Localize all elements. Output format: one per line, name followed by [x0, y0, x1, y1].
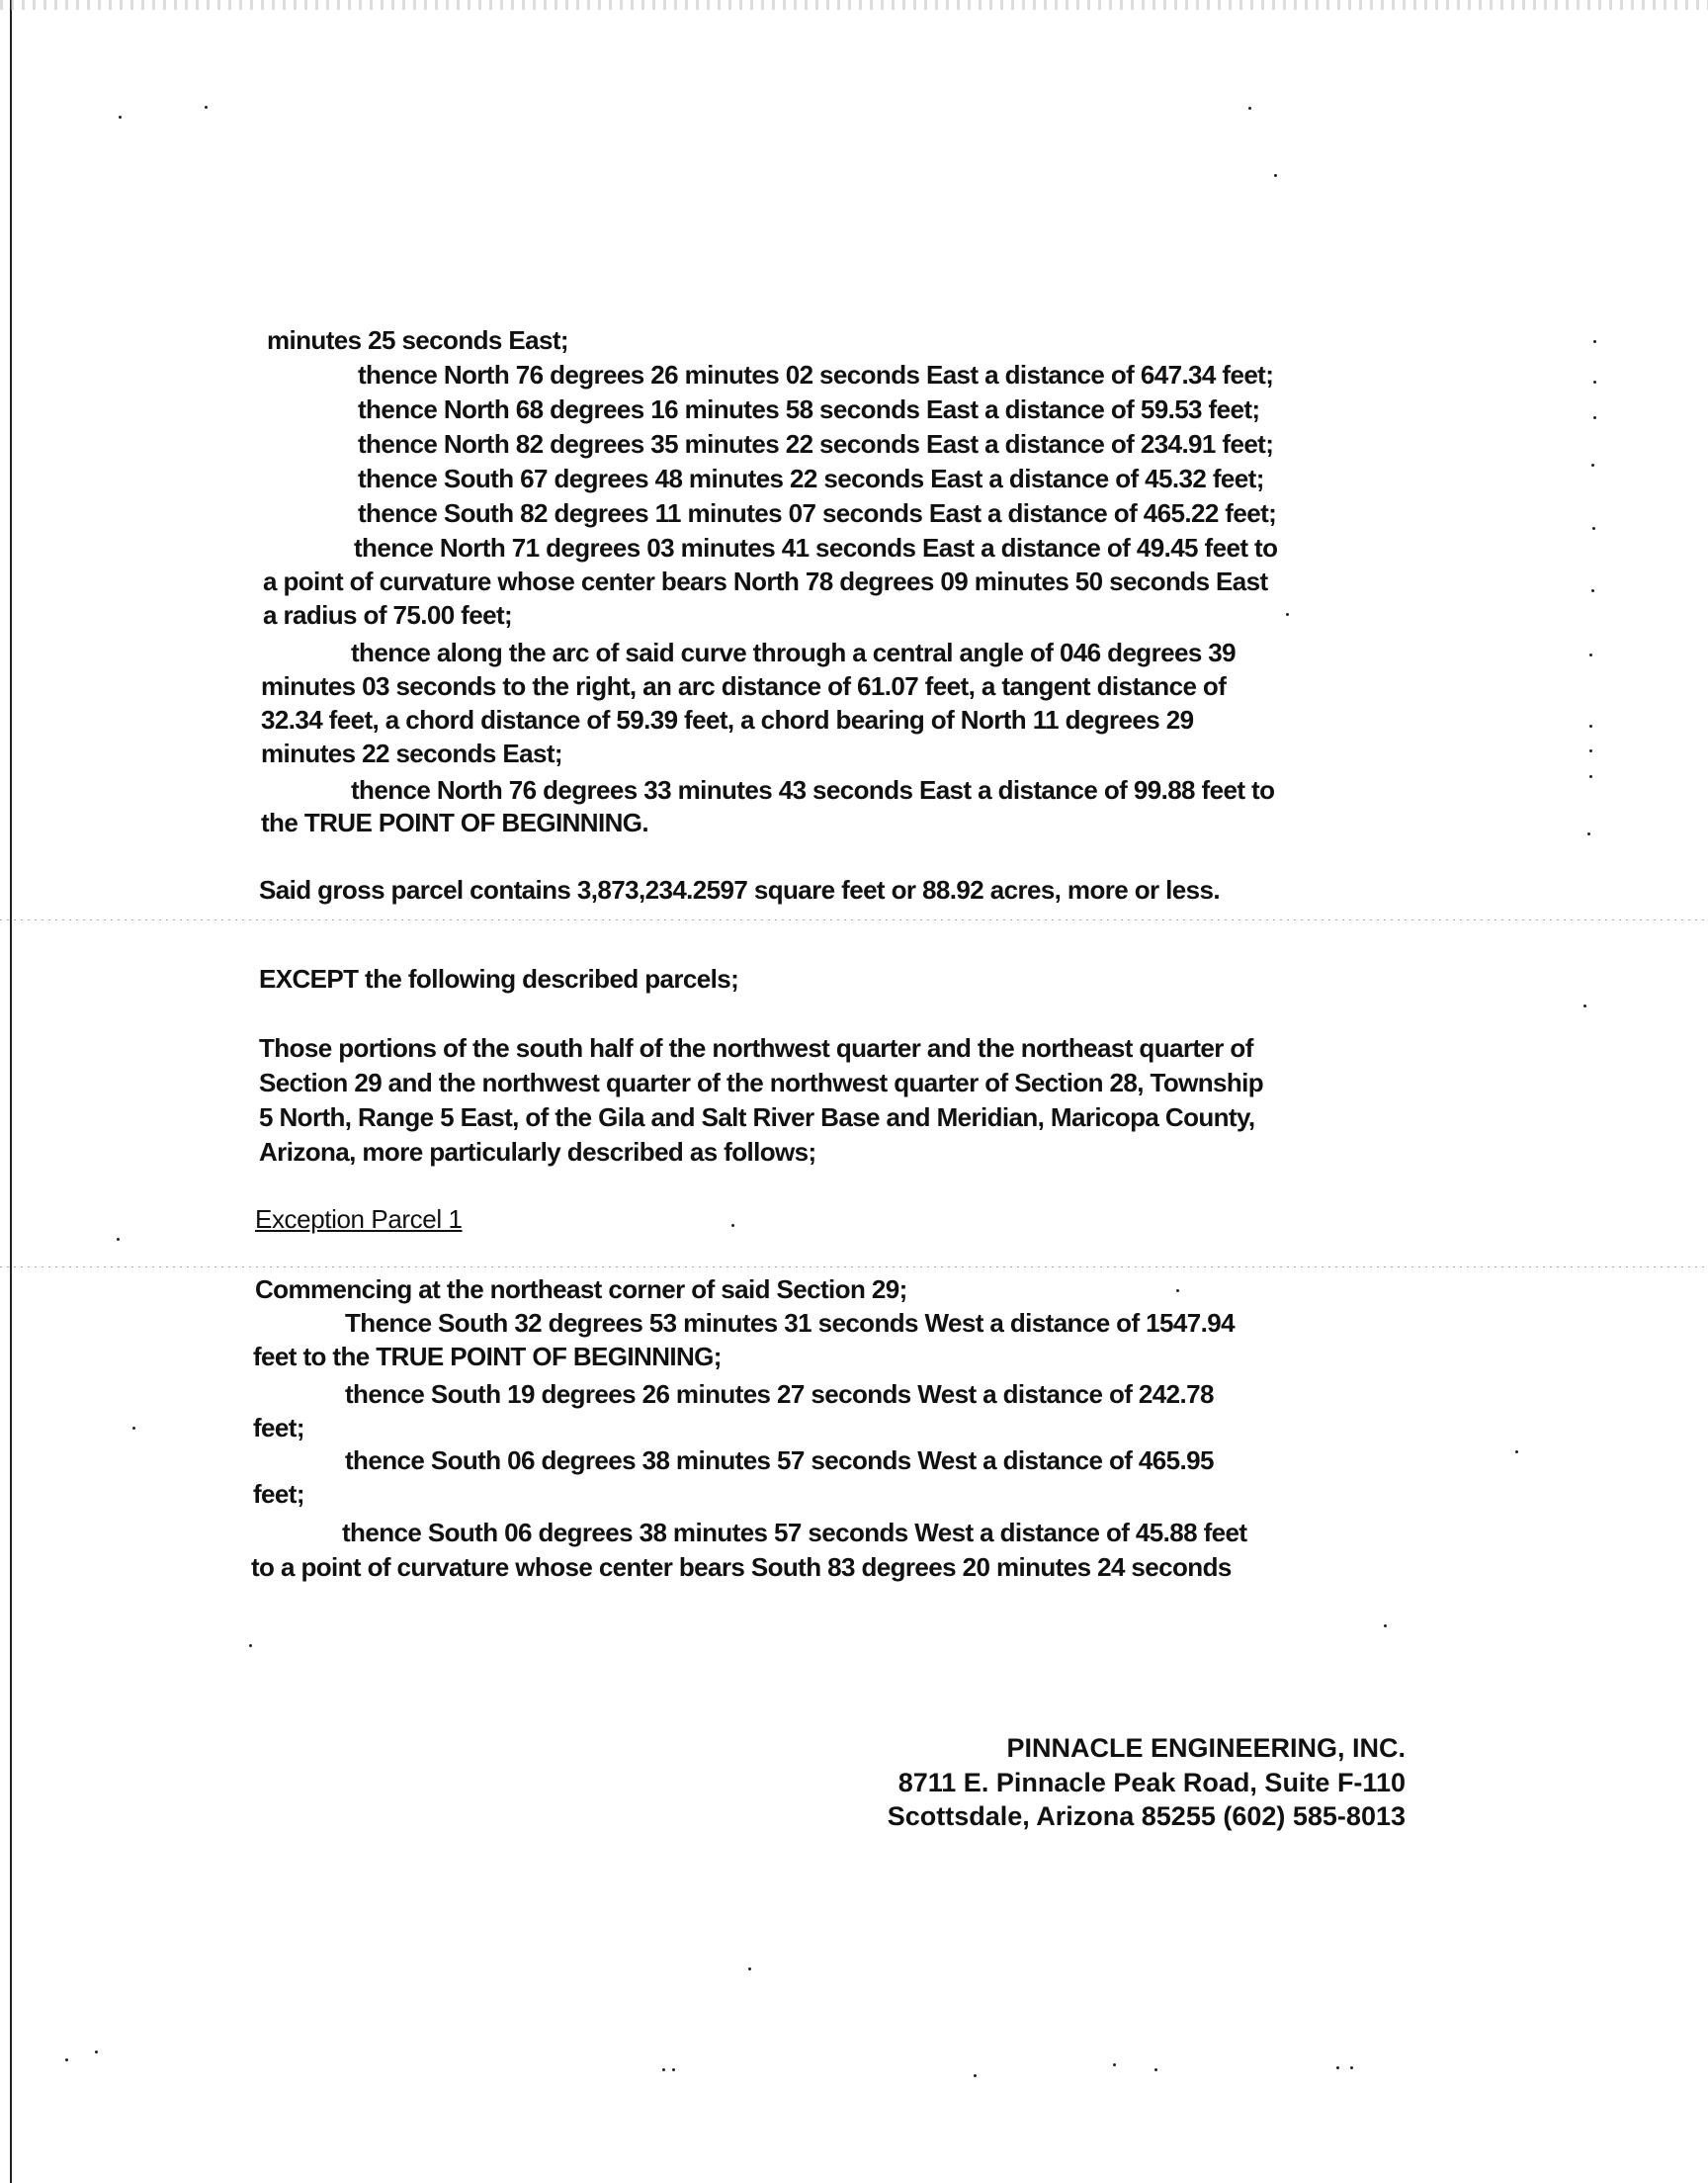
company-name: PINNACLE ENGINEERING, INC. — [1006, 1733, 1406, 1763]
scan-speck — [1274, 174, 1277, 177]
scan-speck — [1515, 1450, 1518, 1453]
description-line: minutes 25 seconds East; — [267, 325, 568, 355]
scan-speck — [132, 1427, 135, 1430]
scan-speck — [662, 2068, 665, 2071]
exception-line: Commencing at the northeast corner of said Section 29; — [255, 1274, 907, 1304]
exception-line: feet to the TRUE POINT OF BEGINNING; — [253, 1342, 722, 1371]
company-city-phone: Scottsdale, Arizona 85255 (602) 585-8013 — [887, 1801, 1406, 1831]
scan-speck — [1583, 1004, 1586, 1007]
scan-speck — [1336, 2066, 1339, 2069]
exception-line: Thence South 32 degrees 53 minutes 31 seconds West a distance of 1547.94 — [345, 1308, 1235, 1338]
portions-line: Section 29 and the northwest quarter of the northwest quarter of Section 28, Township — [259, 1068, 1264, 1097]
company-address: 8711 E. Pinnacle Peak Road, Suite F-110 — [897, 1768, 1406, 1797]
exception-line: thence South 19 degrees 26 minutes 27 seconds West a distance of 242.78 — [345, 1379, 1214, 1409]
description-line: thence along the arc of said curve through a central angle of 046 degrees 39 — [351, 638, 1237, 667]
scan-speck — [672, 2068, 675, 2071]
scan-line — [0, 919, 1708, 920]
portions-line: Arizona, more particularly described as follows; — [259, 1137, 816, 1167]
except-statement: EXCEPT the following described parcels; — [259, 964, 739, 994]
scan-speck — [1154, 2068, 1157, 2071]
scan-speck — [1591, 464, 1594, 467]
description-line: thence North 71 degrees 03 minutes 41 seconds East a distance of 49.45 feet to — [354, 533, 1278, 563]
exception-parcel-heading: Exception Parcel 1 — [255, 1204, 463, 1234]
description-line: thence North 76 degrees 33 minutes 43 seconds East a distance of 99.88 feet to — [351, 775, 1275, 805]
exception-line: to a point of curvature whose center bears South 83 degrees 20 minutes 24 seconds — [251, 1552, 1232, 1582]
scan-speck — [1589, 725, 1592, 728]
scan-speck — [1592, 527, 1595, 530]
scan-speck — [205, 106, 208, 109]
description-line: a radius of 75.00 feet; — [263, 600, 513, 630]
description-line: thence South 67 degrees 48 minutes 22 seconds East a distance of 45.32 feet; — [358, 464, 1264, 493]
portions-line: Those portions of the south half of the northwest quarter and the northeast quarter of — [259, 1033, 1253, 1063]
scan-speck — [1589, 749, 1592, 752]
description-line: minutes 03 seconds to the right, an arc distance of 61.07 feet, a tangent distance of — [261, 671, 1227, 701]
exception-line: feet; — [253, 1479, 304, 1509]
scan-speck — [1248, 107, 1251, 110]
scan-speck — [1593, 381, 1596, 384]
scan-speck — [1286, 613, 1289, 616]
description-line: thence South 82 degrees 11 minutes 07 seconds East a distance of 465.22 feet; — [358, 498, 1277, 528]
description-line: the TRUE POINT OF BEGINNING. — [261, 808, 648, 837]
description-line: a point of curvature whose center bears North 78 degrees 09 minutes 50 seconds East — [263, 567, 1268, 596]
scan-speck — [249, 1644, 252, 1647]
scan-speck — [65, 2058, 68, 2061]
scan-speck — [748, 1967, 751, 1970]
exception-line: feet; — [253, 1413, 304, 1442]
scan-speck — [1589, 775, 1592, 778]
scan-edge — [10, 0, 12, 2183]
scan-speck — [731, 1224, 734, 1227]
scan-speck — [95, 2051, 98, 2053]
exception-line: thence South 06 degrees 38 minutes 57 seconds West a distance of 45.88 feet — [342, 1518, 1247, 1547]
description-line: thence North 76 degrees 26 minutes 02 seconds East a distance of 647.34 feet; — [358, 360, 1274, 390]
scan-speck — [1593, 340, 1596, 343]
scan-speck — [974, 2074, 977, 2077]
portions-line: 5 North, Range 5 East, of the Gila and Salt River Base and Meridian, Maricopa County, — [259, 1102, 1255, 1132]
description-line: 32.34 feet, a chord distance of 59.39 feet, a chord bearing of North 11 degrees 29 — [261, 705, 1194, 735]
scan-noise-top — [0, 0, 1708, 10]
scan-speck — [119, 116, 122, 119]
exception-line: thence South 06 degrees 38 minutes 57 seconds West a distance of 465.95 — [345, 1445, 1214, 1475]
scan-speck — [1350, 2066, 1353, 2069]
scan-speck — [1593, 416, 1596, 419]
description-line: thence North 82 degrees 35 minutes 22 seconds East a distance of 234.91 feet; — [358, 429, 1274, 459]
scan-speck — [1176, 1289, 1179, 1292]
scan-speck — [1589, 654, 1592, 656]
scan-speck — [1591, 589, 1594, 592]
scan-speck — [117, 1238, 120, 1241]
scan-speck — [1587, 832, 1590, 835]
scan-speck — [1384, 1624, 1387, 1627]
scan-speck — [1113, 2063, 1116, 2066]
scan-line — [0, 1266, 1708, 1267]
description-line: minutes 22 seconds East; — [261, 739, 562, 768]
description-line: thence North 68 degrees 16 minutes 58 seconds East a distance of 59.53 feet; — [358, 394, 1260, 424]
gross-parcel-statement: Said gross parcel contains 3,873,234.2597 square feet or 88.92 acres, more or less. — [259, 875, 1220, 905]
